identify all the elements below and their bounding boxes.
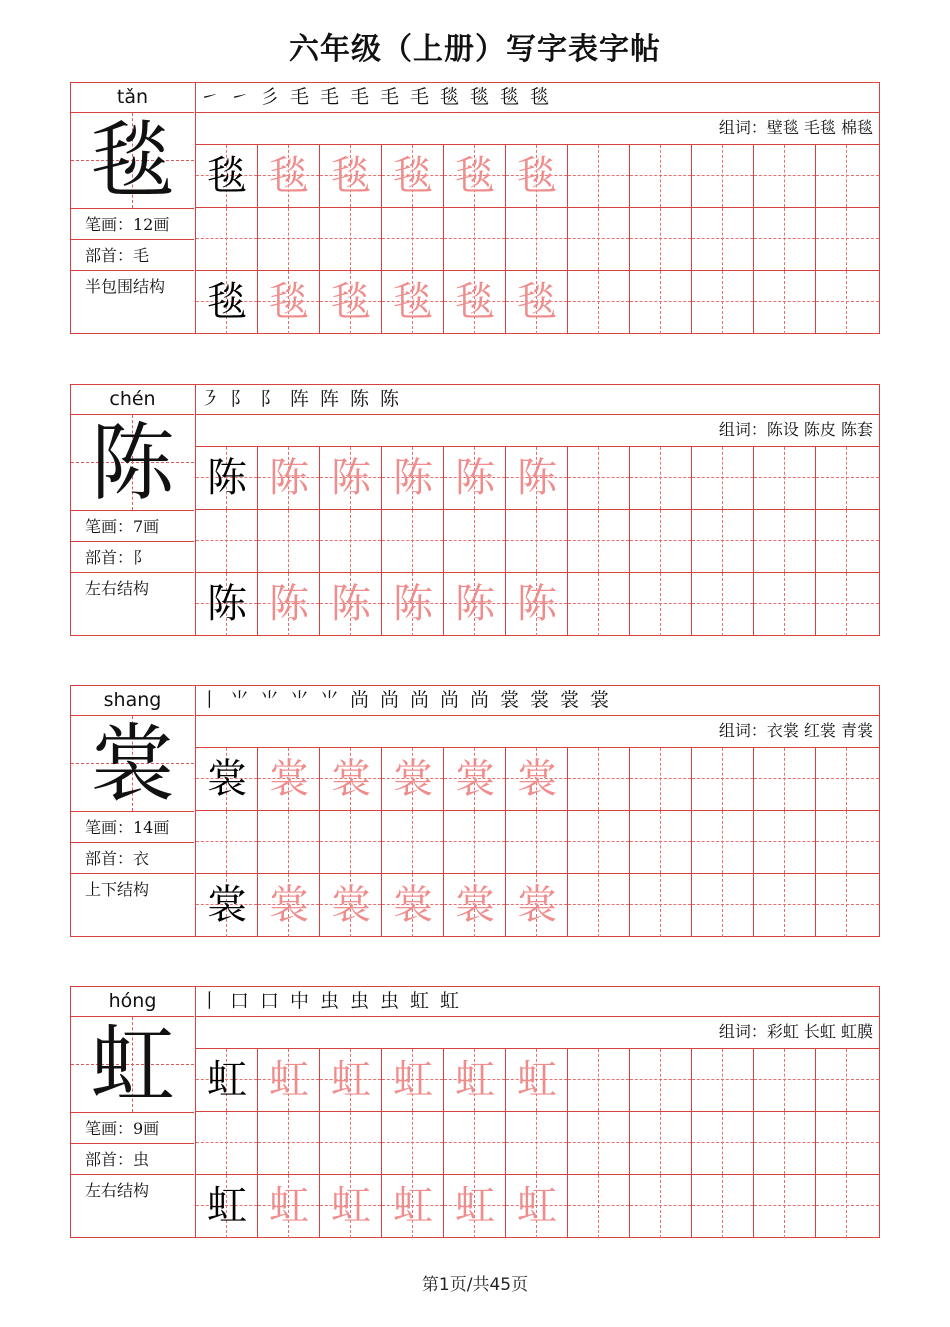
practice-cell[interactable] bbox=[444, 1175, 506, 1238]
trace-character: 毯 bbox=[331, 153, 371, 199]
practice-cell[interactable] bbox=[382, 811, 444, 874]
practice-cell[interactable] bbox=[692, 208, 754, 271]
stroke-step: 尚 bbox=[440, 689, 460, 711]
stroke-step: ⺌ bbox=[320, 689, 340, 711]
stroke-step: ㇀ bbox=[230, 86, 250, 108]
practice-cell[interactable] bbox=[320, 811, 382, 874]
large-character-box bbox=[71, 716, 194, 812]
stroke-step: ㇋ bbox=[200, 388, 220, 410]
stroke-step: 彡 bbox=[260, 86, 280, 108]
practice-cell[interactable] bbox=[506, 811, 568, 874]
large-character-box bbox=[71, 415, 194, 511]
practice-cell[interactable] bbox=[754, 208, 816, 271]
practice-cell[interactable] bbox=[196, 447, 258, 510]
stroke-step: ㇀ bbox=[200, 86, 220, 108]
trace-character: 裳 bbox=[393, 882, 433, 928]
stroke-step: 毯 bbox=[470, 86, 490, 108]
trace-character: 陈 bbox=[393, 581, 433, 627]
trace-character: 虹 bbox=[455, 1057, 495, 1103]
trace-character: 虹 bbox=[393, 1057, 433, 1103]
trace-character: 陈 bbox=[517, 581, 557, 627]
practice-cell[interactable] bbox=[258, 748, 320, 811]
trace-character: 毯 bbox=[393, 153, 433, 199]
practice-cell[interactable] bbox=[444, 811, 506, 874]
stroke-order-row bbox=[196, 987, 879, 1017]
practice-cell[interactable] bbox=[444, 271, 506, 334]
practice-cell[interactable] bbox=[444, 447, 506, 510]
practice-cell[interactable] bbox=[506, 208, 568, 271]
trace-character: 裳 bbox=[331, 882, 371, 928]
stroke-step: 虹 bbox=[440, 990, 460, 1012]
model-character: 裳 bbox=[207, 882, 247, 928]
pinyin-label: shang bbox=[71, 686, 194, 716]
practice-cell[interactable] bbox=[258, 208, 320, 271]
radical-label: 部首：毛 bbox=[71, 240, 194, 271]
stroke-step: 中 bbox=[290, 990, 310, 1012]
practice-cell[interactable] bbox=[506, 1175, 568, 1238]
practice-cell[interactable] bbox=[196, 573, 258, 636]
model-character: 陈 bbox=[207, 581, 247, 627]
practice-cell[interactable] bbox=[568, 1112, 630, 1175]
word-examples: 组词：陈设 陈皮 陈套 bbox=[196, 415, 879, 447]
practice-cell[interactable] bbox=[568, 271, 630, 334]
large-character-box bbox=[71, 1017, 194, 1113]
trace-character: 虹 bbox=[269, 1057, 309, 1103]
stroke-count-label: 笔画：12画 bbox=[71, 209, 194, 240]
trace-character: 裳 bbox=[269, 756, 309, 802]
trace-character: 毯 bbox=[331, 279, 371, 325]
practice-cell[interactable] bbox=[382, 447, 444, 510]
stroke-step: 阵 bbox=[290, 388, 310, 410]
stroke-step: 毯 bbox=[440, 86, 460, 108]
stroke-step: 尚 bbox=[410, 689, 430, 711]
character-block bbox=[70, 986, 880, 1238]
trace-character: 陈 bbox=[455, 581, 495, 627]
trace-character: 毯 bbox=[517, 279, 557, 325]
trace-character: 裳 bbox=[517, 882, 557, 928]
stroke-step: 口 bbox=[230, 990, 250, 1012]
practice-cell[interactable] bbox=[692, 145, 754, 208]
trace-character: 虹 bbox=[269, 1183, 309, 1229]
practice-cell[interactable] bbox=[816, 573, 879, 636]
practice-cell[interactable] bbox=[754, 271, 816, 334]
trace-character: 陈 bbox=[331, 581, 371, 627]
practice-cell[interactable] bbox=[258, 1049, 320, 1112]
radical-label: 部首：虫 bbox=[71, 1144, 194, 1175]
trace-character: 裳 bbox=[517, 756, 557, 802]
practice-cell[interactable] bbox=[692, 447, 754, 510]
model-character: 虹 bbox=[207, 1057, 247, 1103]
practice-cell[interactable] bbox=[382, 271, 444, 334]
practice-cell[interactable] bbox=[754, 573, 816, 636]
stroke-step: 毛 bbox=[410, 86, 430, 108]
practice-cell[interactable] bbox=[506, 271, 568, 334]
practice-cell[interactable] bbox=[196, 874, 258, 937]
stroke-step: 陈 bbox=[350, 388, 370, 410]
practice-cell[interactable] bbox=[754, 1112, 816, 1175]
practice-cell[interactable] bbox=[382, 1175, 444, 1238]
practice-cell[interactable] bbox=[630, 1112, 692, 1175]
stroke-step: 毯 bbox=[500, 86, 520, 108]
practice-cell[interactable] bbox=[506, 874, 568, 937]
practice-cell[interactable] bbox=[382, 145, 444, 208]
trace-character: 虹 bbox=[517, 1183, 557, 1229]
stroke-step: 裳 bbox=[500, 689, 520, 711]
practice-cell[interactable] bbox=[320, 510, 382, 573]
practice-cell[interactable] bbox=[692, 573, 754, 636]
trace-character: 陈 bbox=[455, 455, 495, 501]
practice-cell[interactable] bbox=[816, 447, 879, 510]
pinyin-label: hóng bbox=[71, 987, 194, 1017]
practice-cell[interactable] bbox=[196, 510, 258, 573]
practice-cell[interactable] bbox=[444, 145, 506, 208]
practice-cell[interactable] bbox=[382, 1049, 444, 1112]
practice-cell[interactable] bbox=[320, 145, 382, 208]
character-info-panel bbox=[71, 83, 196, 333]
stroke-order-row bbox=[196, 686, 879, 716]
trace-character: 裳 bbox=[269, 882, 309, 928]
model-character: 裳 bbox=[207, 756, 247, 802]
practice-cell[interactable] bbox=[630, 208, 692, 271]
practice-cell[interactable] bbox=[568, 811, 630, 874]
practice-cell[interactable] bbox=[196, 748, 258, 811]
stroke-step: 尚 bbox=[470, 689, 490, 711]
practice-cell[interactable] bbox=[630, 573, 692, 636]
model-character: 毯 bbox=[207, 153, 247, 199]
stroke-order-row bbox=[196, 83, 879, 113]
practice-cell[interactable] bbox=[444, 874, 506, 937]
practice-cell[interactable] bbox=[382, 208, 444, 271]
stroke-step: 陈 bbox=[380, 388, 400, 410]
practice-cell[interactable] bbox=[320, 1175, 382, 1238]
structure-label: 左右结构 bbox=[85, 579, 150, 598]
practice-cell[interactable] bbox=[320, 208, 382, 271]
practice-cell[interactable] bbox=[258, 145, 320, 208]
practice-cell[interactable] bbox=[568, 1175, 630, 1238]
stroke-step: 虫 bbox=[380, 990, 400, 1012]
stroke-step: 裳 bbox=[590, 689, 610, 711]
practice-cell[interactable] bbox=[630, 748, 692, 811]
large-character: 虹 bbox=[90, 1016, 175, 1114]
trace-character: 陈 bbox=[269, 455, 309, 501]
practice-cell[interactable] bbox=[692, 271, 754, 334]
practice-cell[interactable] bbox=[320, 447, 382, 510]
structure-label: 上下结构 bbox=[85, 880, 150, 899]
practice-cell[interactable] bbox=[568, 208, 630, 271]
stroke-step: 丨 bbox=[200, 689, 220, 711]
practice-cell[interactable] bbox=[258, 447, 320, 510]
practice-cell[interactable] bbox=[816, 1175, 879, 1238]
practice-cell[interactable] bbox=[630, 811, 692, 874]
word-examples: 组词：衣裳 红裳 青裳 bbox=[196, 716, 879, 748]
practice-cell[interactable] bbox=[754, 1175, 816, 1238]
practice-cell[interactable] bbox=[444, 208, 506, 271]
trace-character: 陈 bbox=[393, 455, 433, 501]
practice-cell[interactable] bbox=[630, 1049, 692, 1112]
trace-character: 裳 bbox=[455, 882, 495, 928]
practice-cell[interactable] bbox=[320, 1112, 382, 1175]
word-examples: 组词：壁毯 毛毯 棉毯 bbox=[196, 113, 879, 145]
stroke-step: 毛 bbox=[350, 86, 370, 108]
practice-cell[interactable] bbox=[568, 510, 630, 573]
stroke-step: 虫 bbox=[320, 990, 340, 1012]
trace-character: 陈 bbox=[331, 455, 371, 501]
stroke-step: 虫 bbox=[350, 990, 370, 1012]
trace-character: 毯 bbox=[455, 153, 495, 199]
character-block bbox=[70, 685, 880, 937]
large-character: 裳 bbox=[90, 715, 175, 813]
stroke-count-label: 笔画：14画 bbox=[71, 812, 194, 843]
pinyin-label: chén bbox=[71, 385, 194, 415]
large-character: 陈 bbox=[90, 414, 175, 512]
trace-character: 陈 bbox=[269, 581, 309, 627]
practice-cell[interactable] bbox=[692, 1112, 754, 1175]
practice-cell[interactable] bbox=[568, 447, 630, 510]
practice-cell[interactable] bbox=[754, 1049, 816, 1112]
practice-cell[interactable] bbox=[816, 510, 879, 573]
stroke-step: 毛 bbox=[290, 86, 310, 108]
trace-character: 陈 bbox=[517, 455, 557, 501]
trace-character: 毯 bbox=[455, 279, 495, 325]
practice-cell[interactable] bbox=[320, 748, 382, 811]
page-title: 六年级（上册）写字表字帖 bbox=[289, 32, 661, 67]
practice-cell[interactable] bbox=[630, 271, 692, 334]
practice-cell[interactable] bbox=[196, 271, 258, 334]
trace-character: 裳 bbox=[393, 756, 433, 802]
practice-cell[interactable] bbox=[258, 510, 320, 573]
practice-cell[interactable] bbox=[258, 874, 320, 937]
model-character: 毯 bbox=[207, 279, 247, 325]
practice-cell[interactable] bbox=[630, 447, 692, 510]
structure-label: 左右结构 bbox=[85, 1181, 150, 1200]
large-character-box bbox=[71, 113, 194, 209]
stroke-step: 尚 bbox=[380, 689, 400, 711]
practice-cell[interactable] bbox=[196, 145, 258, 208]
practice-cell[interactable] bbox=[506, 1049, 568, 1112]
large-character: 毯 bbox=[90, 112, 175, 210]
practice-cell[interactable] bbox=[816, 748, 879, 811]
practice-cell[interactable] bbox=[258, 271, 320, 334]
stroke-step: 裳 bbox=[560, 689, 580, 711]
practice-cell[interactable] bbox=[816, 271, 879, 334]
pinyin-label: tǎn bbox=[71, 83, 194, 113]
practice-cell[interactable] bbox=[506, 748, 568, 811]
practice-cell[interactable] bbox=[568, 145, 630, 208]
stroke-step: 裳 bbox=[530, 689, 550, 711]
practice-cell[interactable] bbox=[258, 811, 320, 874]
practice-cell[interactable] bbox=[816, 811, 879, 874]
practice-cell[interactable] bbox=[630, 874, 692, 937]
trace-character: 裳 bbox=[331, 756, 371, 802]
practice-cell[interactable] bbox=[196, 1049, 258, 1112]
practice-cell[interactable] bbox=[444, 748, 506, 811]
practice-cell[interactable] bbox=[258, 1175, 320, 1238]
practice-cell[interactable] bbox=[754, 748, 816, 811]
character-info-panel bbox=[71, 385, 196, 635]
practice-cell[interactable] bbox=[382, 573, 444, 636]
stroke-step: 毛 bbox=[320, 86, 340, 108]
practice-cell[interactable] bbox=[630, 145, 692, 208]
practice-cell[interactable] bbox=[754, 447, 816, 510]
stroke-step: 阝 bbox=[230, 388, 250, 410]
practice-cell[interactable] bbox=[568, 748, 630, 811]
stroke-step: 毯 bbox=[530, 86, 550, 108]
practice-cell[interactable] bbox=[692, 811, 754, 874]
practice-cell[interactable] bbox=[816, 145, 879, 208]
practice-cell[interactable] bbox=[444, 573, 506, 636]
stroke-count-label: 笔画：9画 bbox=[71, 1113, 194, 1144]
trace-character: 虹 bbox=[517, 1057, 557, 1103]
practice-cell[interactable] bbox=[320, 271, 382, 334]
practice-cell[interactable] bbox=[444, 1049, 506, 1112]
practice-cell[interactable] bbox=[692, 874, 754, 937]
trace-character: 虹 bbox=[393, 1183, 433, 1229]
practice-cell[interactable] bbox=[506, 145, 568, 208]
practice-cell[interactable] bbox=[754, 811, 816, 874]
practice-cell[interactable] bbox=[630, 1175, 692, 1238]
practice-cell[interactable] bbox=[320, 573, 382, 636]
stroke-step: 尚 bbox=[350, 689, 370, 711]
practice-cell[interactable] bbox=[196, 1175, 258, 1238]
practice-cell[interactable] bbox=[320, 874, 382, 937]
character-info-panel bbox=[71, 987, 196, 1237]
trace-character: 毯 bbox=[393, 279, 433, 325]
model-character: 虹 bbox=[207, 1183, 247, 1229]
trace-character: 毯 bbox=[517, 153, 557, 199]
trace-character: 虹 bbox=[455, 1183, 495, 1229]
structure-label: 半包围结构 bbox=[85, 277, 166, 296]
practice-cell[interactable] bbox=[816, 208, 879, 271]
practice-cell[interactable] bbox=[630, 510, 692, 573]
practice-cell[interactable] bbox=[568, 874, 630, 937]
stroke-step: 口 bbox=[260, 990, 280, 1012]
practice-cell[interactable] bbox=[196, 811, 258, 874]
model-character: 陈 bbox=[207, 455, 247, 501]
practice-cell[interactable] bbox=[320, 1049, 382, 1112]
practice-cell[interactable] bbox=[692, 1175, 754, 1238]
practice-cell[interactable] bbox=[568, 573, 630, 636]
trace-character: 毯 bbox=[269, 279, 309, 325]
stroke-step: ⺌ bbox=[230, 689, 250, 711]
practice-cell[interactable] bbox=[754, 145, 816, 208]
stroke-count-label: 笔画：7画 bbox=[71, 511, 194, 542]
stroke-step: 毛 bbox=[380, 86, 400, 108]
trace-character: 裳 bbox=[455, 756, 495, 802]
stroke-step: 阵 bbox=[320, 388, 340, 410]
practice-cell[interactable] bbox=[692, 510, 754, 573]
practice-cell[interactable] bbox=[506, 573, 568, 636]
trace-character: 虹 bbox=[331, 1183, 371, 1229]
radical-label: 部首：衣 bbox=[71, 843, 194, 874]
character-block bbox=[70, 384, 880, 636]
stroke-step: ⺌ bbox=[260, 689, 280, 711]
practice-cell[interactable] bbox=[382, 1112, 444, 1175]
practice-cell[interactable] bbox=[382, 510, 444, 573]
practice-cell[interactable] bbox=[692, 1049, 754, 1112]
practice-cell[interactable] bbox=[258, 1112, 320, 1175]
practice-cell[interactable] bbox=[196, 1112, 258, 1175]
practice-cell[interactable] bbox=[816, 1112, 879, 1175]
practice-cell[interactable] bbox=[692, 748, 754, 811]
word-examples: 组词：彩虹 长虹 虹膜 bbox=[196, 1017, 879, 1049]
practice-cell[interactable] bbox=[754, 510, 816, 573]
practice-cell[interactable] bbox=[568, 1049, 630, 1112]
practice-cell[interactable] bbox=[444, 510, 506, 573]
stroke-step: ⺌ bbox=[290, 689, 310, 711]
stroke-step: 虹 bbox=[410, 990, 430, 1012]
practice-cell[interactable] bbox=[506, 510, 568, 573]
stroke-step: 丨 bbox=[200, 990, 220, 1012]
trace-character: 虹 bbox=[331, 1057, 371, 1103]
practice-cell[interactable] bbox=[816, 874, 879, 937]
page-footer: 第1页/共45页 bbox=[421, 1275, 529, 1295]
practice-cell[interactable] bbox=[196, 208, 258, 271]
character-info-panel bbox=[71, 686, 196, 936]
practice-cell[interactable] bbox=[506, 1112, 568, 1175]
stroke-step: 阝 bbox=[260, 388, 280, 410]
stroke-order-row bbox=[196, 385, 879, 415]
practice-cell[interactable] bbox=[754, 874, 816, 937]
character-block bbox=[70, 82, 880, 334]
practice-cell[interactable] bbox=[444, 1112, 506, 1175]
practice-cell[interactable] bbox=[382, 874, 444, 937]
trace-character: 毯 bbox=[269, 153, 309, 199]
radical-label: 部首：阝 bbox=[71, 542, 194, 573]
practice-cell[interactable] bbox=[258, 573, 320, 636]
practice-cell[interactable] bbox=[382, 748, 444, 811]
practice-cell[interactable] bbox=[816, 1049, 879, 1112]
practice-cell[interactable] bbox=[506, 447, 568, 510]
